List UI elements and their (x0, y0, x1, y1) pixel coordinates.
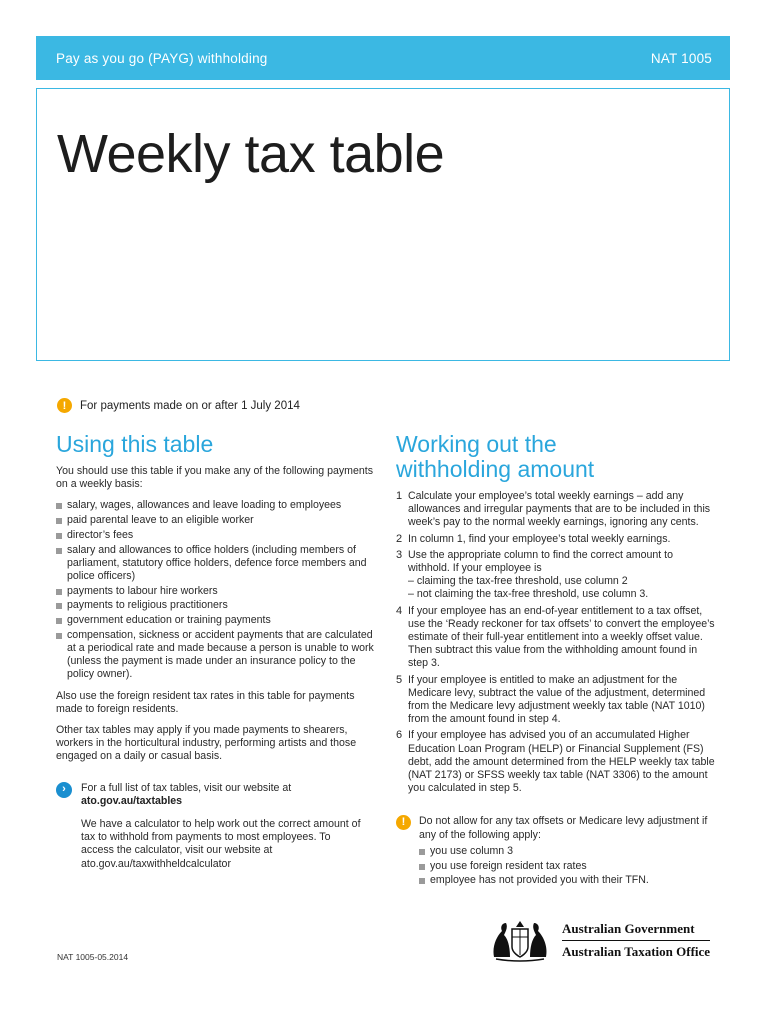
footer-code: NAT 1005-05.2014 (57, 952, 129, 962)
list-item: payments to labour hire workers (56, 585, 376, 598)
using-heading: Using this table (56, 431, 214, 457)
step3-dash-item: – claiming the tax-free threshold, use column 2 (408, 575, 628, 588)
other-note: Other tax tables may apply if you made payments to shearers, workers in the horticultural industry, performing artists and those engaged on a daily or casual basis. (56, 723, 357, 763)
list-item: salary and allowances to office holders (including members of parliament, statutory office holders, defence force members and police officers) (56, 544, 376, 584)
coat-of-arms-icon (488, 917, 552, 963)
list-item: you use column 3 (419, 845, 709, 858)
left-column (56, 432, 376, 879)
working-heading (396, 432, 716, 482)
step-number: 3 (396, 548, 403, 561)
list-item: government education or training payments (56, 614, 376, 627)
date-notice (57, 398, 300, 413)
step-number: 1 (396, 490, 403, 502)
list-item: you use foreign resident tax rates (419, 860, 709, 873)
link-intro: For a full list of tax tables, visit our website at (81, 781, 292, 794)
list-item: employee has not provided you with their TFN. (419, 874, 709, 887)
chevron-right-icon: › (56, 782, 72, 798)
using-intro: You should use this table if you make any of the following payments on a weekly basis: (56, 465, 374, 491)
step-text (408, 549, 716, 602)
list-item: paid parental leave to an eligible worker (56, 514, 376, 527)
header-banner (36, 36, 730, 80)
offset-warning (396, 815, 716, 895)
list-item: director’s fees (56, 529, 376, 542)
page-title: Weekly tax table (57, 124, 445, 184)
step-number: 2 (396, 532, 403, 545)
step-number: 5 (396, 673, 403, 686)
steps-list (396, 490, 716, 795)
step3-text: Use the appropriate column to find the correct amount to withhold. If your employee is (408, 548, 673, 575)
series-label: Pay as you go (PAYG) withholding (56, 50, 268, 66)
step-number: 4 (396, 604, 403, 617)
list-item: compensation, sickness or accident payments that are calculated at a periodical rate and made because a person is unable to work (unless the payment is made under an insurance policy to the policy owner). (56, 629, 376, 682)
list-item: salary, wages, allowances and leave loading to employees (56, 499, 376, 512)
working-heading-line1: Working out the (396, 431, 557, 457)
step-text: Calculate your employee’s total weekly earnings – add any allowances and irregular payments that are to be included in this week’s pay to the normal weekly earnings, ignoring any cents. (408, 490, 711, 529)
title-box (36, 88, 730, 361)
list-item: payments to religious practitioners (56, 599, 376, 612)
step-item (396, 490, 716, 530)
calculator-note: We have a calculator to help work out the correct amount of tax to withhold from payments to most employees. To access the calculator, visit our website at ato.gov.au/taxwithheldcalculator (81, 817, 361, 870)
notice-text: For payments made on or after 1 July 2014 (80, 399, 300, 412)
step-number: 6 (396, 729, 403, 742)
step-text: In column 1, find your employee’s total weekly earnings. (408, 532, 671, 545)
exclamation-icon: ! (57, 398, 72, 413)
tax-tables-link[interactable]: ato.gov.au/taxtables (81, 794, 183, 807)
step-text: If your employee has an end-of-year entitlement to a tax offset, use the ‘Ready reckoner for tax offsets’ to convert the employee’s estimate of their full-year entitlement into a weekly offset value. Then subtract this value from the withholding amount found in step 3. (408, 604, 715, 670)
step-item (396, 674, 716, 727)
gov-name: Australian Government (562, 921, 710, 941)
step-item (396, 533, 716, 546)
warning-text: Do not allow for any tax offsets or Medicare levy adjustment if any of the following apply: (419, 815, 708, 841)
government-logo (488, 915, 718, 965)
warning-list (419, 845, 709, 888)
working-heading-line2: withholding amount (396, 456, 595, 482)
payment-list (56, 499, 376, 681)
step-item (396, 605, 716, 671)
ato-name: Australian Taxation Office (562, 943, 711, 959)
doc-code: NAT 1005 (650, 50, 712, 66)
step-item (396, 729, 716, 795)
step-text: If your employee is entitled to make an adjustment for the Medicare levy, subtract the value of the adjustment, determined from the Medicare levy adjustment weekly tax table (NAT 1010) from the amount found in step 4. (408, 673, 706, 726)
exclamation-icon: ! (396, 815, 411, 830)
step3-dash-item: – not claiming the tax-free threshold, use column 3. (408, 588, 649, 601)
step-text: If your employee has advised you of an accumulated Higher Education Loan Program (HELP) or Financial Supplement (FS) debt, add the amount determined from the HELP weekly tax table (NAT 2173) or SFSS weekly tax table (NAT 3306) to the amount you calculated in step 5. (408, 729, 715, 795)
right-column (396, 432, 716, 895)
foreign-note: Also use the foreign resident tax rates in this table for payments made to foreign residents. (56, 689, 355, 715)
step-item (396, 549, 716, 602)
tax-tables-link-box (56, 782, 376, 879)
